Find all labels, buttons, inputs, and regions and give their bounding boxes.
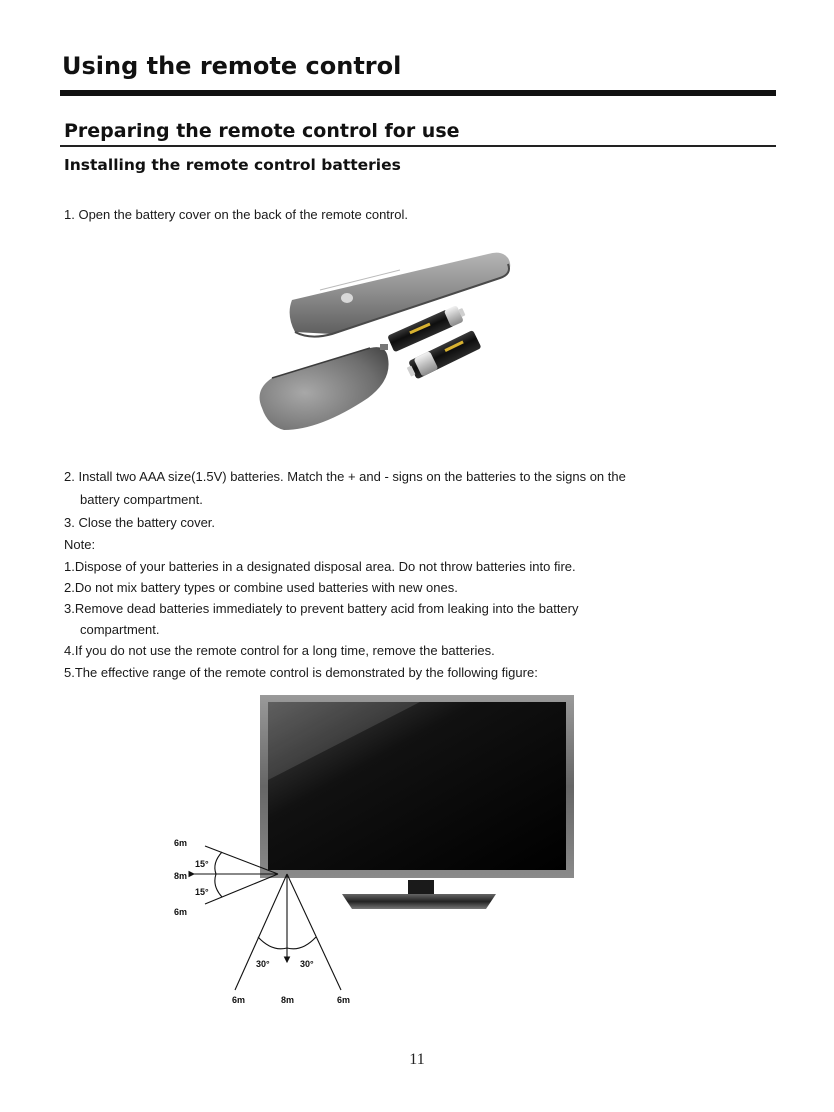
left-mid-distance-label: 8m bbox=[174, 871, 188, 881]
step-1-text: 1. Open the battery cover on the back of the remote control. bbox=[64, 207, 408, 222]
bottom-left-distance-label: 6m bbox=[232, 995, 246, 1005]
section-divider bbox=[60, 145, 776, 147]
left-top-distance-label: 6m bbox=[174, 838, 188, 848]
note-3-text-cont: compartment. bbox=[80, 622, 160, 637]
left-bottom-distance-label: 6m bbox=[174, 907, 188, 917]
note-2-text: 2.Do not mix battery types or combine used batteries with new ones. bbox=[64, 580, 458, 595]
remote-range-figure bbox=[160, 690, 590, 1020]
left-lower-angle-label: 15° bbox=[195, 887, 209, 897]
page-number: 11 bbox=[409, 1051, 425, 1068]
note-5-text: 5.The effective range of the remote control is demonstrated by the following figure: bbox=[64, 665, 538, 680]
step-2-text: 2. Install two AAA size(1.5V) batteries. Match the + and - signs on the batteries to the signs on the bbox=[64, 469, 626, 484]
note-1-text: 1.Dispose of your batteries in a designated disposal area. Do not throw batteries into fire. bbox=[64, 559, 576, 574]
note-3-text: 3.Remove dead batteries immediately to prevent battery acid from leaking into the battery bbox=[64, 601, 579, 616]
title-divider bbox=[60, 90, 776, 96]
tv-set bbox=[260, 695, 574, 909]
bottom-right-angle-label: 30° bbox=[300, 959, 314, 969]
step-3-text: 3. Close the battery cover. bbox=[64, 515, 216, 530]
bottom-right-distance-label: 6m bbox=[337, 995, 351, 1005]
bottom-left-angle-label: 30° bbox=[256, 959, 270, 969]
remote-batteries-illustration bbox=[250, 240, 530, 445]
note-heading: Note: bbox=[64, 537, 96, 552]
bottom-mid-distance-label: 8m bbox=[281, 995, 295, 1005]
battery-cover bbox=[260, 344, 389, 430]
note-4-text: 4.If you do not use the remote control for a long time, remove the batteries. bbox=[64, 643, 495, 658]
step-2-text-cont: battery compartment. bbox=[80, 492, 203, 507]
remote-body bbox=[290, 253, 511, 337]
bottom-range-lines bbox=[235, 874, 341, 990]
page-title: Using the remote control bbox=[62, 52, 402, 80]
section-title: Preparing the remote control for use bbox=[64, 120, 460, 142]
subsection-title: Installing the remote control batteries bbox=[64, 156, 401, 174]
left-upper-angle-label: 15° bbox=[195, 859, 209, 869]
